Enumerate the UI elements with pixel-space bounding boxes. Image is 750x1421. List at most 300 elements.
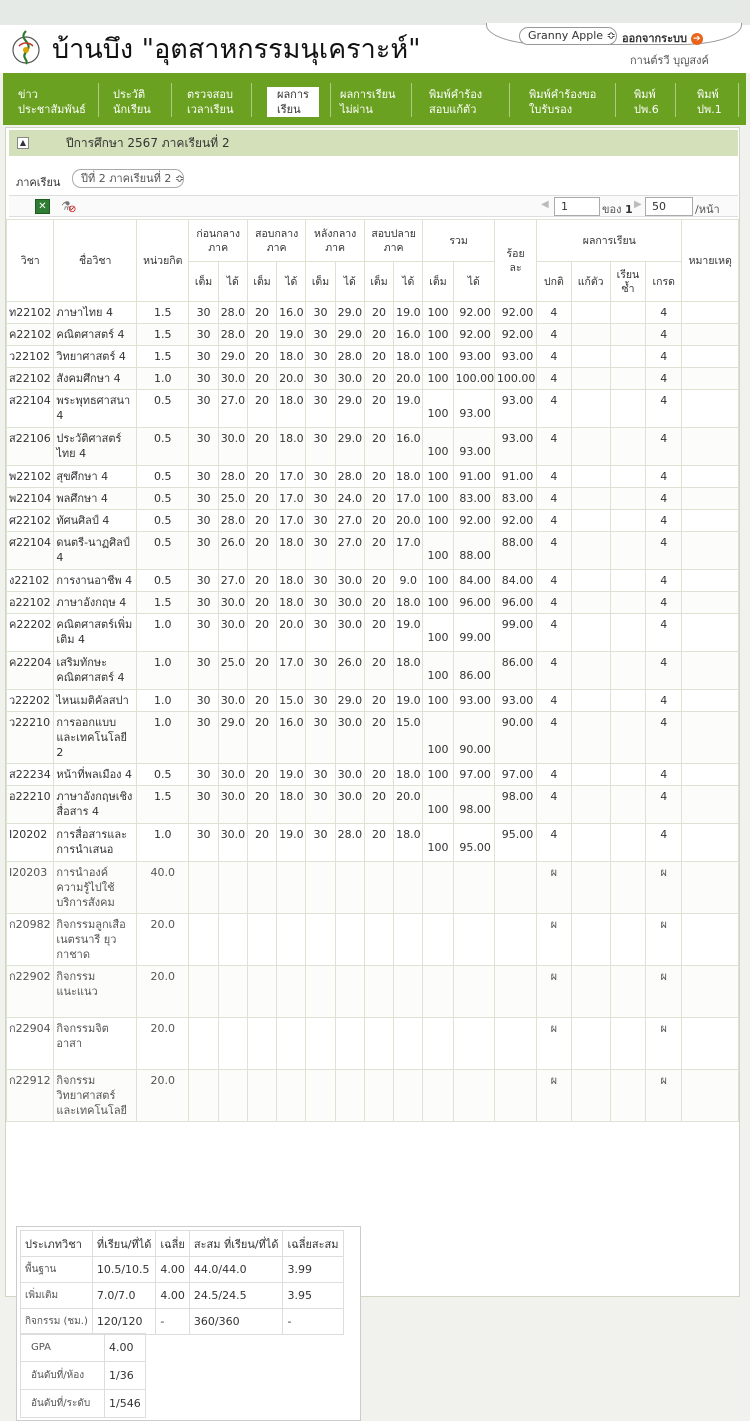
cell-retest [571, 510, 610, 532]
cell-score: 20 [247, 652, 276, 690]
cell-percent: 93.00 [494, 346, 536, 368]
cell-score: 20 [247, 592, 276, 614]
sum-col-type: ประเภทวิชา [21, 1231, 93, 1257]
cell-score: 20 [247, 368, 276, 390]
cell-score: 15.0 [277, 690, 306, 712]
cell-retest [571, 302, 610, 324]
col-percent[interactable]: ร้อย ละ [494, 220, 536, 302]
cell-score: 30 [189, 614, 218, 652]
cell-score: 92.00 [453, 302, 494, 324]
cell-score: 20 [364, 390, 393, 428]
cell-code: I20203 [7, 862, 54, 914]
gpa-row: GPA 4.00 [21, 1334, 146, 1362]
nav-print-certificate-request[interactable]: พิมพ์คำร้องขอ ใบรับรอง [529, 88, 597, 116]
table-row[interactable] [7, 914, 739, 966]
nav-attendance[interactable]: ตรวจสอบ เวลาเรียน [187, 88, 234, 116]
cell-score [306, 1070, 335, 1122]
table-row[interactable] [7, 862, 739, 914]
cell-name: ภาษาอังกฤษ 4 [54, 592, 137, 614]
grades-table-body [7, 302, 739, 1122]
cell-score [218, 1070, 247, 1122]
cell-score: 20 [364, 690, 393, 712]
cell-score: 100 [423, 652, 453, 690]
cell-score: 19.0 [277, 324, 306, 346]
cell-grade: 4 [646, 324, 682, 346]
nav-separator [330, 83, 331, 117]
cell-score: 30.0 [218, 690, 247, 712]
gpa-table [20, 1333, 146, 1418]
cell-score: 30 [189, 302, 218, 324]
main-nav [3, 73, 746, 125]
nav-separator [98, 83, 99, 117]
cell-name: ภาษาอังกฤษเชิงสื่อสาร 4 [54, 786, 137, 824]
cell-percent: 86.00 [494, 652, 536, 690]
cell-score: 30 [306, 824, 335, 862]
cell-score: 18.0 [277, 570, 306, 592]
cell-name: กิจกรรมแนะแนว [54, 966, 137, 1018]
cell-grade: 4 [646, 824, 682, 862]
cell-credits: 0.5 [137, 570, 189, 592]
table-row[interactable] [7, 302, 739, 324]
cell-score: 20 [364, 614, 393, 652]
cell-score [364, 966, 393, 1018]
cell-score [423, 1018, 453, 1070]
cell-score: 30 [189, 570, 218, 592]
cell-retest [571, 764, 610, 786]
term-select[interactable]: ปีที่ 2 ภาคเรียนที่ 2 ≎ [72, 169, 184, 188]
cell-percent: 84.00 [494, 570, 536, 592]
cell-name: การนำองค์ความรู้ไปใช้บริการสังคม [54, 862, 137, 914]
cell-score: 30 [306, 302, 335, 324]
cell-remark [682, 862, 739, 914]
cell-score: 100 [423, 614, 453, 652]
cell-credits: 1.5 [137, 346, 189, 368]
cell-credits: 1.5 [137, 592, 189, 614]
cell-score: 9.0 [394, 570, 423, 592]
cell-score: 20 [247, 488, 276, 510]
cell-score [277, 862, 306, 914]
cell-remark [682, 1070, 739, 1122]
cell-repeat [610, 324, 645, 346]
cell-credits: 1.0 [137, 690, 189, 712]
cell-score [189, 1070, 218, 1122]
cell-score: 27.0 [335, 510, 364, 532]
col-final: สอบปลาย ภาค [364, 220, 422, 262]
cell-score [394, 1018, 423, 1070]
cell-score: 100 [423, 764, 453, 786]
cell-code: พ22104 [7, 488, 54, 510]
cell-score: 100 [423, 302, 453, 324]
table-row[interactable] [7, 532, 739, 570]
cell-retest [571, 966, 610, 1018]
cell-code: อ22102 [7, 592, 54, 614]
next-page-icon[interactable]: ▶ [634, 199, 642, 210]
cell-remark [682, 764, 739, 786]
cell-score: 18.0 [394, 824, 423, 862]
cell-credits: 20.0 [137, 1018, 189, 1070]
cell-code: ค22202 [7, 614, 54, 652]
table-row[interactable] [7, 764, 739, 786]
logout-button[interactable] [622, 29, 703, 47]
table-row[interactable] [7, 1070, 739, 1122]
cell-score: 30 [306, 786, 335, 824]
clear-filter-icon[interactable]: ⚗ ⊘ [61, 199, 79, 214]
cell-score: 30 [306, 592, 335, 614]
cell-remark [682, 614, 739, 652]
cell-score: 20 [247, 764, 276, 786]
cell-code: I20202 [7, 824, 54, 862]
term-label: ภาคเรียน [16, 176, 61, 189]
cell-name: กิจกรรมจิตอาสา [54, 1018, 137, 1070]
cell-remark [682, 824, 739, 862]
cell-score: 100 [423, 488, 453, 510]
cell-retest [571, 914, 610, 966]
cell-score: 20 [364, 712, 393, 764]
table-row[interactable] [7, 1018, 739, 1070]
table-row[interactable] [7, 592, 739, 614]
cell-percent [494, 1018, 536, 1070]
cell-score [394, 966, 423, 1018]
cell-percent [494, 862, 536, 914]
user-selector[interactable]: Granny Apple ≎ [519, 27, 617, 45]
cell-score: 20 [364, 786, 393, 824]
cell-percent [494, 1070, 536, 1122]
cell-score: 20 [364, 368, 393, 390]
table-row[interactable] [7, 510, 739, 532]
school-name: บ้านบึง "อุตสาหกรรมนุเคราะห์" [52, 34, 421, 65]
table-row[interactable] [7, 390, 739, 428]
cell-score: 25.0 [218, 488, 247, 510]
cell-grade: 4 [646, 690, 682, 712]
nav-print-retest-request[interactable]: พิมพ์คำร้อง สอบแก้ตัว [429, 88, 483, 116]
cell-score: 30 [189, 510, 218, 532]
cell-score: 30 [189, 824, 218, 862]
cell-score [453, 862, 494, 914]
cell-repeat [610, 712, 645, 764]
cell-percent: 100.00 [494, 368, 536, 390]
col-got: ได้ [277, 262, 306, 302]
cell-score: 100 [423, 346, 453, 368]
cell-score: 20 [364, 466, 393, 488]
cell-score: 20 [247, 614, 276, 652]
cell-score: 90.00 [453, 712, 494, 764]
cell-score: 29.0 [335, 390, 364, 428]
cell-score: 30.0 [218, 592, 247, 614]
cell-score: 28.0 [218, 302, 247, 324]
nav-separator [615, 83, 616, 117]
cell-repeat [610, 824, 645, 862]
cell-score: 17.0 [394, 488, 423, 510]
nav-failed-results[interactable]: ผลการเรียน ไม่ผ่าน [340, 88, 396, 116]
cell-score: 28.0 [218, 466, 247, 488]
cell-score: 15.0 [394, 712, 423, 764]
cell-score: 18.0 [277, 390, 306, 428]
cell-score: 30 [189, 324, 218, 346]
cell-score: 20 [364, 764, 393, 786]
cell-score: 20 [364, 652, 393, 690]
cell-score: 30 [189, 346, 218, 368]
cell-score: 20.0 [394, 368, 423, 390]
table-row[interactable] [7, 346, 739, 368]
cell-score [247, 914, 276, 966]
cell-score [218, 862, 247, 914]
nav-print-por6[interactable]: พิมพ์ ปพ.6 [634, 88, 659, 116]
cell-score: 25.0 [218, 652, 247, 690]
grid-toolbar [9, 195, 738, 217]
col-pre-midterm: ก่อนกลาง ภาค [189, 220, 247, 262]
table-row[interactable] [7, 614, 739, 652]
cell-code: ค22204 [7, 652, 54, 690]
table-row[interactable] [7, 570, 739, 592]
cell-name: การงานอาชีพ 4 [54, 570, 137, 592]
cell-name: คณิตศาสตร์เพิ่มเติม 4 [54, 614, 137, 652]
cell-score: 26.0 [335, 652, 364, 690]
nav-print-por1[interactable]: พิมพ์ ปพ.1 [697, 88, 722, 116]
cell-retest [571, 488, 610, 510]
nav-separator [738, 83, 739, 117]
logout-arrow-icon: ➔ [691, 33, 703, 45]
cell-grade: 4 [646, 510, 682, 532]
cell-name: ประวัติศาสตร์ไทย 4 [54, 428, 137, 466]
cell-score [335, 966, 364, 1018]
cell-score: 18.0 [394, 346, 423, 368]
cell-repeat [610, 764, 645, 786]
cell-score: 88.00 [453, 532, 494, 570]
cell-percent: 97.00 [494, 764, 536, 786]
cell-name: ไหนเมติคัลสปา [54, 690, 137, 712]
cell-name: ภาษาไทย 4 [54, 302, 137, 324]
cell-score: 19.0 [277, 824, 306, 862]
cell-score [277, 966, 306, 1018]
cell-percent: 92.00 [494, 302, 536, 324]
cell-remark [682, 914, 739, 966]
cell-score: 30.0 [218, 764, 247, 786]
nav-separator [171, 83, 172, 117]
cell-normal: 4 [537, 488, 571, 510]
cell-repeat [610, 786, 645, 824]
cell-score: 30 [189, 712, 218, 764]
nav-profile[interactable]: ประวัติ นักเรียน [113, 88, 151, 116]
table-row[interactable] [7, 652, 739, 690]
cell-score: 16.0 [277, 712, 306, 764]
table-row[interactable] [7, 428, 739, 466]
col-got: ได้ [394, 262, 423, 302]
cell-score: 29.0 [218, 712, 247, 764]
summary-row: กิจกรรม (ชม.) 120/120 - 360/360 - [21, 1309, 344, 1335]
cell-normal: 4 [537, 532, 571, 570]
cell-score: 30.0 [335, 592, 364, 614]
cell-score: 18.0 [394, 466, 423, 488]
table-row[interactable] [7, 466, 739, 488]
cell-score [247, 966, 276, 1018]
cell-score: 16.0 [394, 428, 423, 466]
table-row[interactable] [7, 966, 739, 1018]
cell-remark [682, 302, 739, 324]
table-row[interactable] [7, 488, 739, 510]
cell-grade: ผ [646, 862, 682, 914]
cell-name: กิจกรรมลูกเสือเนตรนารี ยุวกาชาด [54, 914, 137, 966]
cell-score: 29.0 [335, 428, 364, 466]
cell-score: 30.0 [335, 786, 364, 824]
col-credits[interactable]: หน่วยกิต [137, 220, 189, 302]
cell-score: 26.0 [218, 532, 247, 570]
cell-repeat [610, 346, 645, 368]
cell-score: 20 [247, 324, 276, 346]
page-size-input[interactable]: 50 [645, 197, 693, 216]
cell-score [189, 966, 218, 1018]
cell-score: 100 [423, 712, 453, 764]
cell-percent: 91.00 [494, 466, 536, 488]
table-row[interactable] [7, 690, 739, 712]
cell-score: 30 [306, 532, 335, 570]
cell-name: พลศึกษา 4 [54, 488, 137, 510]
cell-score: 27.0 [335, 532, 364, 570]
cell-remark [682, 488, 739, 510]
grades-panel [5, 127, 740, 1410]
cell-normal: 4 [537, 786, 571, 824]
cell-score: 100 [423, 368, 453, 390]
cell-score: 19.0 [394, 690, 423, 712]
cell-code: ก22904 [7, 1018, 54, 1070]
col-name[interactable]: ชื่อวิชา [54, 220, 137, 302]
cell-percent: 83.00 [494, 488, 536, 510]
cell-score: 29.0 [218, 346, 247, 368]
cell-score [277, 1018, 306, 1070]
cell-score: 83.00 [453, 488, 494, 510]
cell-score: 30 [306, 652, 335, 690]
cell-score: 100 [423, 466, 453, 488]
table-row[interactable] [7, 712, 739, 764]
cell-credits: 1.0 [137, 368, 189, 390]
cell-repeat [610, 592, 645, 614]
col-full: เต็ม [423, 262, 453, 302]
cell-score [277, 1070, 306, 1122]
cell-grade: 4 [646, 346, 682, 368]
cell-grade: 4 [646, 652, 682, 690]
cell-score [189, 1018, 218, 1070]
table-row[interactable] [7, 824, 739, 862]
cell-score: 27.0 [218, 570, 247, 592]
page-input[interactable]: 1 [554, 197, 600, 216]
col-repeat: เรียน ซ้ำ [610, 262, 645, 302]
table-row[interactable] [7, 368, 739, 390]
cell-remark [682, 690, 739, 712]
cell-score: 20 [364, 592, 393, 614]
cell-score: 92.00 [453, 324, 494, 346]
cell-remark [682, 532, 739, 570]
cell-retest [571, 532, 610, 570]
col-code[interactable]: วิชา [7, 220, 54, 302]
col-grade: เกรด [646, 262, 682, 302]
cell-normal: 4 [537, 592, 571, 614]
cell-score: 30 [306, 570, 335, 592]
cell-score: 20 [364, 488, 393, 510]
cell-credits: 1.5 [137, 786, 189, 824]
cell-score [423, 1070, 453, 1122]
nav-grades[interactable]: ผลการ เรียน [267, 87, 319, 117]
cell-score: 29.0 [335, 302, 364, 324]
nav-news[interactable]: ข่าว ประชาสัมพันธ์ [18, 88, 86, 116]
cell-credits: 1.0 [137, 712, 189, 764]
cell-score: 20 [247, 510, 276, 532]
cell-score: 20 [364, 570, 393, 592]
cell-score [218, 966, 247, 1018]
collapse-icon[interactable]: ▲ [17, 137, 29, 149]
cell-repeat [610, 302, 645, 324]
cell-score [453, 1018, 494, 1070]
grades-table [6, 219, 739, 1122]
excel-export-icon[interactable]: ✕ [35, 199, 50, 214]
cell-remark [682, 346, 739, 368]
cell-name: การออกแบบและเทคโนโลยี 2 [54, 712, 137, 764]
cell-score [394, 862, 423, 914]
cell-percent: 95.00 [494, 824, 536, 862]
col-remark[interactable]: หมายเหตุ [682, 220, 739, 302]
cell-score: 24.0 [335, 488, 364, 510]
cell-score: 30 [306, 324, 335, 346]
cell-score: 28.0 [335, 466, 364, 488]
cell-score: 17.0 [277, 466, 306, 488]
cell-score: 100 [423, 324, 453, 346]
per-page-label: /หน้า [695, 203, 720, 216]
cell-score: 28.0 [335, 346, 364, 368]
cell-score: 20.0 [277, 614, 306, 652]
cell-score: 20 [364, 302, 393, 324]
cell-retest [571, 690, 610, 712]
table-row[interactable] [7, 324, 739, 346]
page-of-label: ของ 1 [602, 203, 633, 216]
cell-score: 20 [247, 786, 276, 824]
cell-repeat [610, 510, 645, 532]
logout-label: ออกจากระบบ [622, 32, 687, 45]
cell-score: 30 [189, 786, 218, 824]
cell-repeat [610, 570, 645, 592]
cell-name: เสริมทักษะคณิตศาสตร์ 4 [54, 652, 137, 690]
cell-grade: ผ [646, 914, 682, 966]
cell-score: 93.00 [453, 390, 494, 428]
summary-row: เพิ่มเติม 7.0/7.0 4.00 24.5/24.5 3.95 [21, 1283, 344, 1309]
cell-retest [571, 652, 610, 690]
cell-score: 17.0 [394, 532, 423, 570]
table-row[interactable] [7, 786, 739, 824]
cell-credits: 0.5 [137, 764, 189, 786]
cell-name: คณิตศาสตร์ 4 [54, 324, 137, 346]
cell-code: ว22202 [7, 690, 54, 712]
cell-score: 100 [423, 824, 453, 862]
cell-score: 19.0 [394, 390, 423, 428]
cell-score: 100 [423, 510, 453, 532]
nav-separator [509, 83, 510, 117]
cell-score: 18.0 [394, 764, 423, 786]
prev-page-icon[interactable]: ◀ [541, 199, 549, 210]
cell-repeat [610, 914, 645, 966]
cell-score: 17.0 [277, 510, 306, 532]
cell-score: 20 [247, 302, 276, 324]
cell-retest [571, 862, 610, 914]
cell-normal: 4 [537, 466, 571, 488]
cell-grade: 4 [646, 532, 682, 570]
cell-grade: 4 [646, 466, 682, 488]
cell-name: ทัศนศิลป์ 4 [54, 510, 137, 532]
cell-score: 20.0 [394, 786, 423, 824]
cell-score: 30 [306, 614, 335, 652]
cell-score: 18.0 [277, 346, 306, 368]
cell-score: 20 [364, 346, 393, 368]
cell-normal: ผ [537, 966, 571, 1018]
cell-normal: 4 [537, 510, 571, 532]
cell-score: 97.00 [453, 764, 494, 786]
cell-grade: 4 [646, 570, 682, 592]
